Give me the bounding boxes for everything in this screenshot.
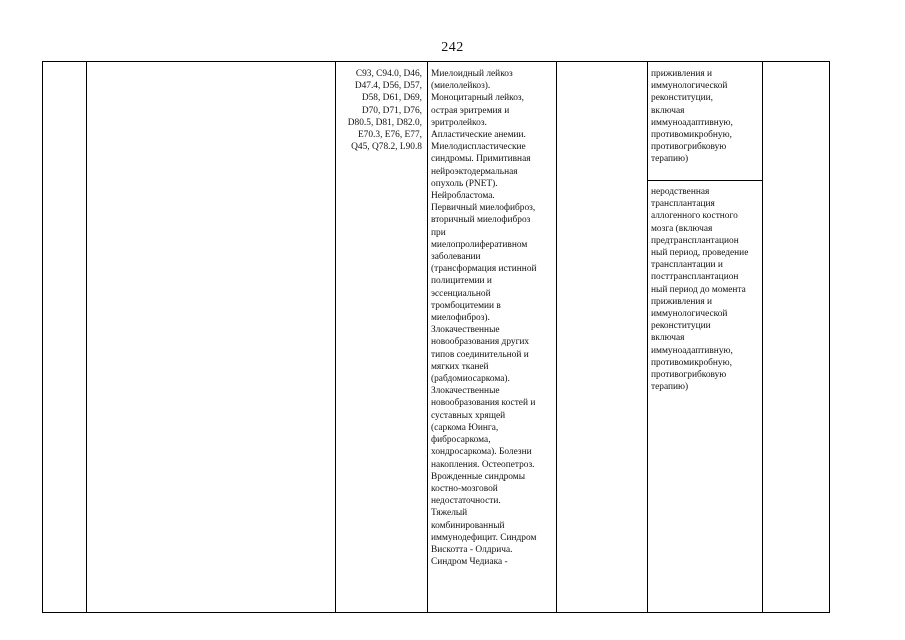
diagnoses-cell: Миелоидный лейкоз (миелолейкоз). Моноцитарный лейкоз, острая эритремия и эритролейкоз. Апластические анемии. Миелодиспластические синдромы. Примитивная нейроэктодермальная опухоль (PNET). Нейробластома. Первичный миелофиброз, вторичный миелофиброз при миелопролиферативном заболевании (трансформация истинной полицитемии и эссенциальной тромбоцитемии в миелофиброз). Злокачественные новообразования других типов соединительной и мягких тканей (рабдомиосаркома). Злокачественные новообразования костей и суставных хрящей (саркома Юинга, фибросаркома, хондросаркома). Болезни накопления. Остеопетроз. Врожденные синдромы костно-мозговой недостаточности. Тяжелый комбинированный иммунодефицит. Синдром Вискотта - Олдрича. Синдром Чедиака -	[431, 69, 537, 568]
page-number: 242	[441, 40, 464, 55]
column-divider	[556, 62, 557, 612]
column-divider	[762, 62, 763, 612]
column-divider	[86, 62, 87, 612]
column-divider	[647, 62, 648, 612]
treatment-description-bottom: неродственная трансплантация аллогенного костного мозга (включая предтрансплантацион ный период, проведение трансплантации и посттрансплантацион ный период до момента приживления и иммунологической реконституции включая иммуноадаптивную, противомикробную, противогрибковую терапию)	[651, 187, 749, 393]
row-divider	[647, 180, 763, 181]
icd-codes-cell: C93, C94.0, D46, D47.4, D56, D57, D58, D61, D69, D70, D71, D76, D80.5, D81, D82.0, E70.3, E76, E77, Q45, Q78.2, L90.8	[347, 69, 422, 153]
treatment-description-top: приживления и иммунологической реконституции, включая иммуноадаптивную, противомикробную, противогрибковую терапию)	[651, 69, 733, 165]
column-divider	[427, 62, 428, 612]
treatment-table	[42, 61, 830, 613]
